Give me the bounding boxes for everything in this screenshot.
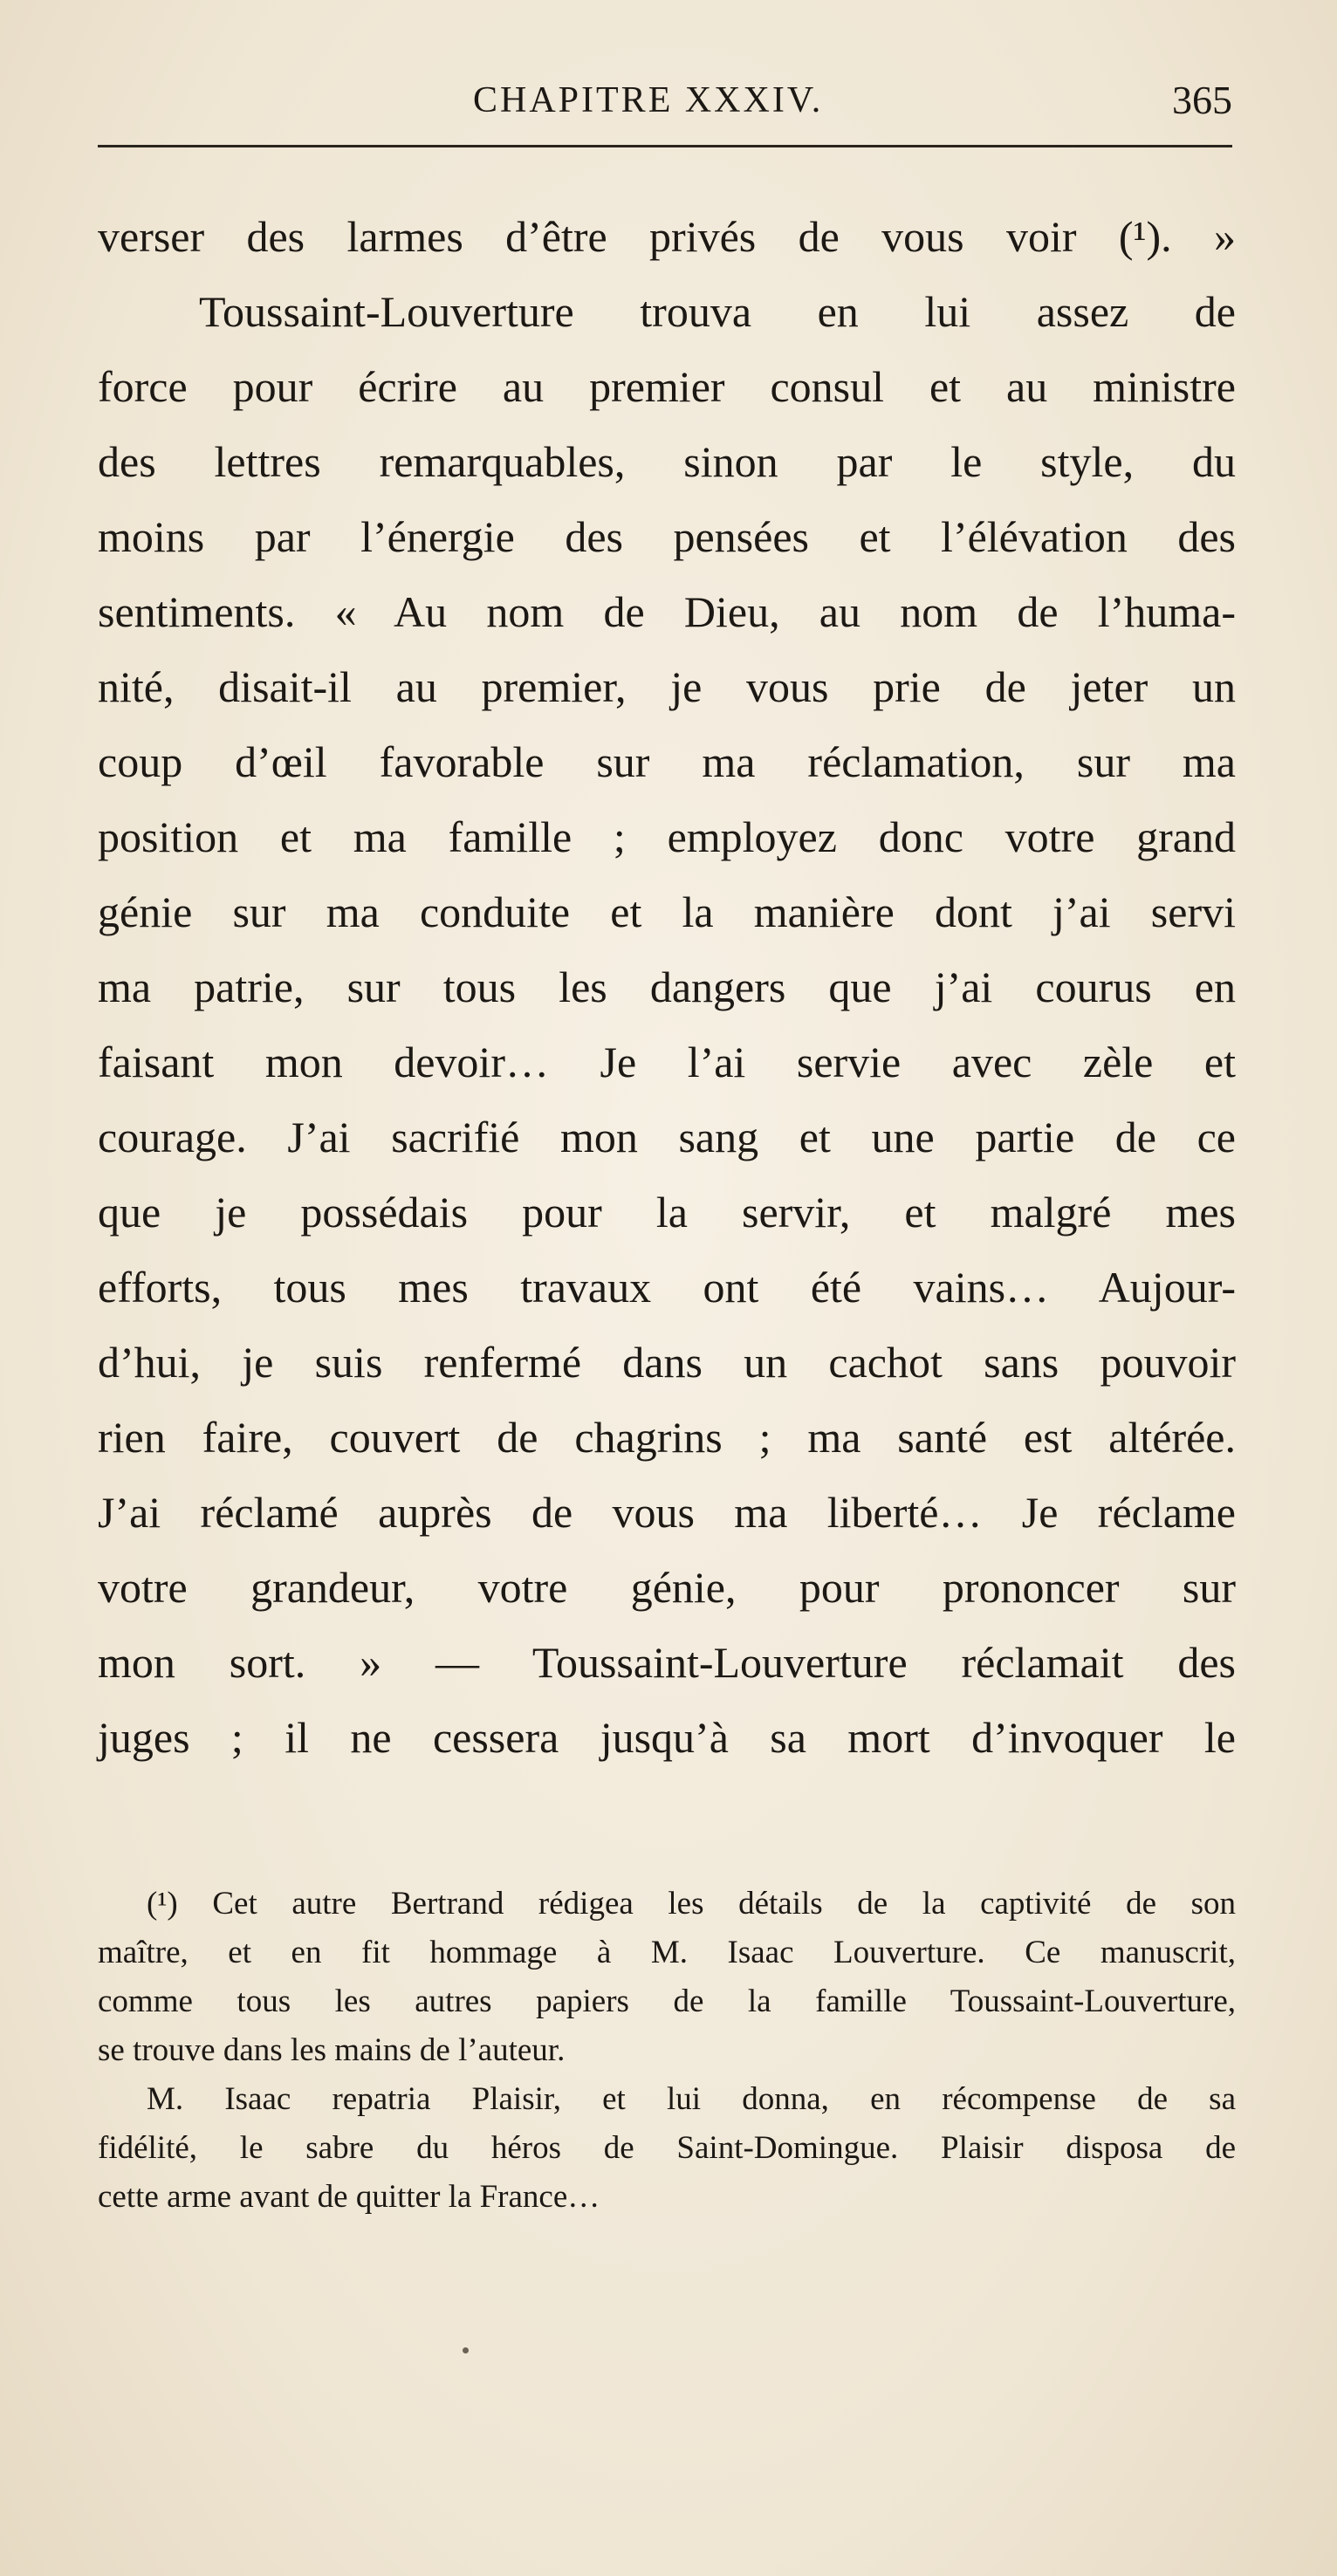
text-line: efforts, tous mes travaux ont été vains… Aujour- (98, 1263, 1236, 1312)
text-line: mon sort. » — Toussaint-Louverture réclamait des (98, 1638, 1236, 1687)
footnote-line: M. Isaac repatria Plaisir, et lui donna, en récompense de sa (147, 2081, 1236, 2117)
text-line: votre grandeur, votre génie, pour prononcer sur (98, 1563, 1236, 1612)
footnote-line: maître, et en fit hommage à M. Isaac Louverture. Ce manuscrit, (98, 1935, 1236, 1970)
footnote-line: cette arme avant de quitter la France… (98, 2179, 600, 2215)
page-header (98, 70, 1232, 148)
ink-speck (463, 2347, 469, 2353)
text-line: que je possédais pour la servir, et malgré mes (98, 1188, 1236, 1237)
text-line (98, 199, 1236, 274)
footnote-line: se trouve dans les mains de l’auteur. (98, 2032, 566, 2068)
footnote-line (98, 1880, 1236, 1929)
header-rule (98, 145, 1232, 147)
text-line-content: verser des larmes d’être privés de vous voir (98, 212, 1077, 261)
text-line: Toussaint-Louverture trouva en lui assez de (199, 287, 1236, 336)
footnote-line: comme tous les autres papiers de la famille Toussaint-Louverture, (98, 1983, 1236, 2019)
footnote-line: fidélité, le sabre du héros de Saint-Domingue. Plaisir disposa de (98, 2130, 1236, 2166)
text-line: nité, disait-il au premier, je vous prie de jeter un (98, 662, 1236, 711)
text-line: rien faire, couvert de chagrins ; ma santé est altérée. (98, 1413, 1236, 1462)
text-line: des lettres remarquables, sinon par le style, du (98, 437, 1236, 486)
footnote-marker: (¹) (147, 1886, 178, 1922)
text-line: moins par l’énergie des pensées et l’élévation des (98, 512, 1236, 561)
text-line: coup d’œil favorable sur ma réclamation, sur ma (98, 737, 1236, 786)
page-number: 365 (1172, 78, 1232, 122)
text-line: ma patrie, sur tous les dangers que j’ai courus en (98, 963, 1236, 1011)
text-line: position et ma famille ; employez donc votre grand (98, 812, 1236, 861)
text-line: courage. J’ai sacrifié mon sang et une partie de ce (98, 1113, 1236, 1161)
text-line: juges ; il ne cessera jusqu’à sa mort d’invoquer le (98, 1713, 1236, 1762)
text-line: génie sur ma conduite et la manière dont j’ai servi (98, 887, 1236, 936)
text-line: faisant mon devoir… Je l’ai servie avec zèle et (98, 1038, 1236, 1086)
footnote-reference: (¹). » (1118, 212, 1237, 261)
text-line: force pour écrire au premier consul et au ministre (98, 362, 1236, 411)
text-line: sentiments. « Au nom de Dieu, au nom de l’huma- (98, 587, 1236, 636)
running-title: CHAPITRE XXXIV. (473, 80, 824, 120)
footnotes (98, 1880, 1236, 2222)
body-text (98, 199, 1236, 1775)
text-line: d’hui, je suis renfermé dans un cachot sans pouvoir (98, 1338, 1236, 1387)
footnote-text: Cet autre Bertrand rédigea les détails de la captivité de son (212, 1886, 1236, 1922)
text-line: J’ai réclamé auprès de vous ma liberté… Je réclame (98, 1488, 1236, 1537)
